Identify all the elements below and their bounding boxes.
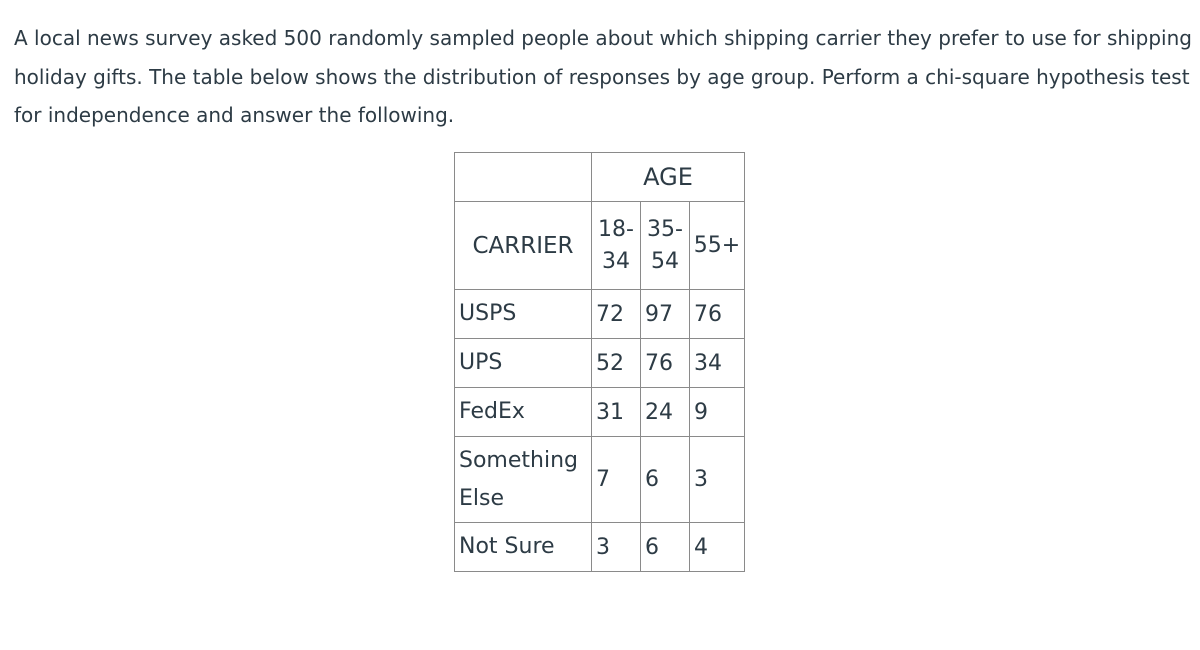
count-cell: 6 — [641, 523, 690, 572]
empty-corner-cell — [455, 153, 592, 202]
carrier-column-header: CARRIER — [455, 202, 592, 290]
carrier-name: UPS — [455, 339, 592, 388]
count-cell: 4 — [690, 523, 745, 572]
table-row — [455, 437, 745, 523]
age-header-top: 55+ — [693, 232, 741, 258]
age-header-top: 35- — [647, 216, 683, 242]
count-cell: 34 — [690, 339, 745, 388]
count-cell: 24 — [641, 388, 690, 437]
age-header-bottom: 54 — [651, 248, 679, 274]
age-header-35-54 — [641, 202, 690, 290]
age-header-bottom: 34 — [602, 248, 630, 274]
age-header-18-34 — [592, 202, 641, 290]
age-header-top: 18- — [598, 216, 634, 242]
count-cell: 6 — [641, 437, 690, 523]
age-header-55-plus — [690, 202, 745, 290]
table-row — [455, 523, 745, 572]
count-cell: 3 — [592, 523, 641, 572]
carrier-name: FedEx — [455, 388, 592, 437]
carrier-name: USPS — [455, 290, 592, 339]
count-cell: 3 — [690, 437, 745, 523]
count-cell: 7 — [592, 437, 641, 523]
table-row — [455, 290, 745, 339]
count-cell: 9 — [690, 388, 745, 437]
table-row — [455, 388, 745, 437]
age-group-header: AGE — [592, 153, 745, 202]
question-text: A local news survey asked 500 randomly sampled people about which shipping carrier they prefer to use for shipping holiday gifts. The table below shows the distribution of responses by age group. Perform a chi-square hypothesis test for independence and answer the following. — [14, 26, 1192, 127]
carrier-name: Not Sure — [455, 523, 592, 572]
count-cell: 76 — [690, 290, 745, 339]
count-cell: 97 — [641, 290, 690, 339]
table-column-header-row — [455, 202, 745, 290]
count-cell: 72 — [592, 290, 641, 339]
table-group-header-row — [455, 153, 745, 202]
count-cell: 31 — [592, 388, 641, 437]
count-cell: 52 — [592, 339, 641, 388]
carrier-name: Something Else — [455, 437, 592, 523]
count-cell: 76 — [641, 339, 690, 388]
carrier-age-table — [454, 152, 745, 572]
table-row — [455, 339, 745, 388]
